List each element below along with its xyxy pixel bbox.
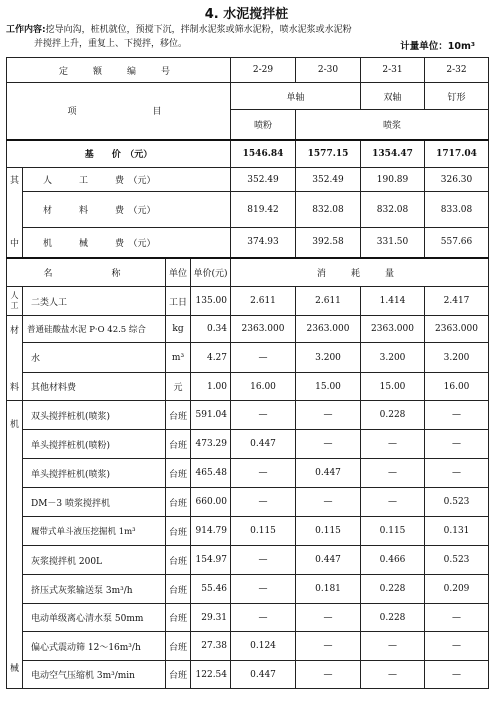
material-row-value: 3.200 [296,343,361,373]
material-row-name: 普通硅酸盐水泥 P·O 42.5 综合 [23,316,166,343]
machine-row-value: 0.447 [231,430,296,459]
machine-row-value: 0.115 [231,517,296,546]
material-row-name: 其他材料费 [23,373,166,401]
machine-row-value: — [231,604,296,632]
machine-row-value: — [425,401,489,430]
machine-row-price: 55.46 [191,575,231,604]
code-cell: 2-31 [361,58,425,83]
machine-row-value: 0.228 [361,604,425,632]
base-price-value: 1354.47 [361,140,425,168]
machine-row-value: — [361,459,425,488]
machine-row-name: 双头搅拌桩机(喷浆) [23,401,166,430]
labor-cost-value: 190.89 [361,168,425,192]
machine-row-unit: 台班 [166,661,191,689]
machine-row-value: — [425,661,489,689]
price-header: 单价(元) [191,258,231,287]
machine-row-price: 29.31 [191,604,231,632]
item-label: 项 目 [7,83,231,140]
labor-row-price: 135.00 [191,287,231,316]
machine-row-unit: 台班 [166,546,191,575]
machine-row-value: — [361,430,425,459]
material-category-bottom: 料 [7,373,23,401]
base-price-value: 1546.84 [231,140,296,168]
spray-powder-label: 喷粉 [231,110,296,140]
machine-row-unit: 台班 [166,459,191,488]
machine-row-value: — [231,459,296,488]
machine-row-value: 0.228 [361,401,425,430]
work-line-1: 挖导向沟，桩机就位，预搅下沉，拌制水泥浆或筛水泥粉，喷水泥浆或水泥粉 [45,25,352,35]
machine-row-value: 0.447 [231,661,296,689]
labor-row-value: 1.414 [361,287,425,316]
machine-row-value: 0.447 [296,546,361,575]
machine-row-unit: 台班 [166,632,191,661]
material-row-price: 1.00 [191,373,231,401]
machine-row-price: 473.29 [191,430,231,459]
double-axis-label: 双轴 [361,83,425,110]
machine-row-price: 660.00 [191,488,231,517]
labor-category: 人工 [7,287,23,316]
machine-row-price: 122.54 [191,661,231,689]
material-row-unit: kg [166,316,191,343]
machine-row-value: — [296,430,361,459]
labor-cost-value: 352.49 [231,168,296,192]
labor-cost-value: 326.30 [425,168,489,192]
material-row-value: 2363.000 [231,316,296,343]
machine-row-name: 电动单级离心清水泵 50mm [23,604,166,632]
machine-row-value: — [296,488,361,517]
material-category-top: 材 [7,316,23,343]
machine-row-name: 履带式单斗液压挖掘机 1m³ [23,517,166,546]
consumption-header: 消 耗 量 [231,258,489,287]
material-row-price: 0.34 [191,316,231,343]
machine-row-value: 0.124 [231,632,296,661]
quota-no-label: 定 额 编 号 [7,58,231,83]
spray-slurry-label: 喷浆 [296,110,489,140]
machine-row-value: — [361,488,425,517]
machine-row-value: — [296,661,361,689]
material-row-value: 2363.000 [425,316,489,343]
machine-row-unit: 台班 [166,401,191,430]
material-cost-value: 832.08 [296,192,361,228]
machine-row-value: 0.447 [296,459,361,488]
labor-cost-label: 人 工 费 （元） [23,168,231,192]
machine-row-price: 154.97 [191,546,231,575]
among-char-top: 其 [7,168,23,192]
nail-shape-label: 钉形 [425,83,489,110]
labor-row-value: 2.417 [425,287,489,316]
material-row-value: — [231,343,296,373]
machine-row-name: 单头搅拌桩机(喷粉) [23,430,166,459]
machine-row-value: — [425,632,489,661]
material-row-value: 3.200 [425,343,489,373]
material-cost-value: 833.08 [425,192,489,228]
machine-row-value: 0.131 [425,517,489,546]
machine-row-value: 0.209 [425,575,489,604]
work-line-2: 并搅拌上升，重复上、下搅拌，移位。 [34,39,188,49]
machine-row-name: DM－3 喷浆搅拌机 [23,488,166,517]
labor-row-value: 2.611 [231,287,296,316]
machine-cost-value: 374.93 [231,228,296,258]
machine-row-value: — [231,546,296,575]
labor-row-value: 2.611 [296,287,361,316]
labor-row-name: 二类人工 [23,287,166,316]
machine-cost-value: 557.66 [425,228,489,258]
machine-row-value: — [425,430,489,459]
machine-row-value: 0.115 [296,517,361,546]
material-row-value: 2363.000 [296,316,361,343]
machine-row-price: 27.38 [191,632,231,661]
work-label: 工作内容: [6,25,46,35]
machine-row-name: 电动空气压缩机 3m³/min [23,661,166,689]
labor-cost-value: 352.49 [296,168,361,192]
machine-row-value: — [296,401,361,430]
material-row-unit: 元 [166,373,191,401]
material-row-unit: m³ [166,343,191,373]
machine-row-value: 0.523 [425,546,489,575]
machine-cost-label: 机 械 费 （元） [23,228,231,258]
material-row-price: 4.27 [191,343,231,373]
machine-category-bottom: 械 [7,661,23,689]
machine-row-price: 591.04 [191,401,231,430]
code-cell: 2-32 [425,58,489,83]
machine-row-value: — [296,632,361,661]
code-cell: 2-30 [296,58,361,83]
machine-row-value: — [425,459,489,488]
material-row-value: 15.00 [361,373,425,401]
material-cost-value: 832.08 [361,192,425,228]
base-price-value: 1717.04 [425,140,489,168]
machine-cost-value: 331.50 [361,228,425,258]
machine-row-name: 偏心式震动筛 12～16m³/h [23,632,166,661]
machine-row-name: 灰浆搅拌机 200L [23,546,166,575]
machine-row-unit: 台班 [166,517,191,546]
material-row-value: 2363.000 [361,316,425,343]
machine-row-price: 465.48 [191,459,231,488]
machine-row-value: 0.115 [361,517,425,546]
work-content [6,23,376,51]
base-price-label: 基 价 （元） [7,140,231,168]
machine-row-value: 0.228 [361,575,425,604]
machine-row-value: 0.466 [361,546,425,575]
material-cost-value: 819.42 [231,192,296,228]
machine-row-value: — [425,604,489,632]
machine-row-value: — [296,604,361,632]
material-row-value: 16.00 [231,373,296,401]
machine-row-name: 挤压式灰浆输送泵 3m³/h [23,575,166,604]
material-cost-label: 材 料 费 （元） [23,192,231,228]
name-header: 名 称 [7,258,166,287]
measure-unit: 计量单位：10m³ [400,41,475,52]
machine-row-value: 0.523 [425,488,489,517]
single-axis-label: 单轴 [231,83,361,110]
labor-row-unit: 工日 [166,287,191,316]
unit-header: 单位 [166,258,191,287]
material-row-value: 16.00 [425,373,489,401]
page-title: 4. 水泥搅拌桩 [204,7,289,22]
machine-row-value: — [361,632,425,661]
machine-row-unit: 台班 [166,430,191,459]
machine-cost-value: 392.58 [296,228,361,258]
quota-table [6,57,489,689]
code-cell: 2-29 [231,58,296,83]
machine-row-price: 914.79 [191,517,231,546]
machine-category-top: 机 [7,401,23,430]
material-row-name: 水 [23,343,166,373]
among-char-bottom: 中 [7,228,23,258]
machine-row-value: 0.181 [296,575,361,604]
material-row-value: 3.200 [361,343,425,373]
machine-row-name: 单头搅拌桩机(喷浆) [23,459,166,488]
material-row-value: 15.00 [296,373,361,401]
machine-row-value: — [231,488,296,517]
machine-row-value: — [231,401,296,430]
machine-row-unit: 台班 [166,488,191,517]
base-price-value: 1577.15 [296,140,361,168]
machine-row-value: — [361,661,425,689]
machine-row-value: — [231,575,296,604]
machine-row-unit: 台班 [166,604,191,632]
machine-row-unit: 台班 [166,575,191,604]
